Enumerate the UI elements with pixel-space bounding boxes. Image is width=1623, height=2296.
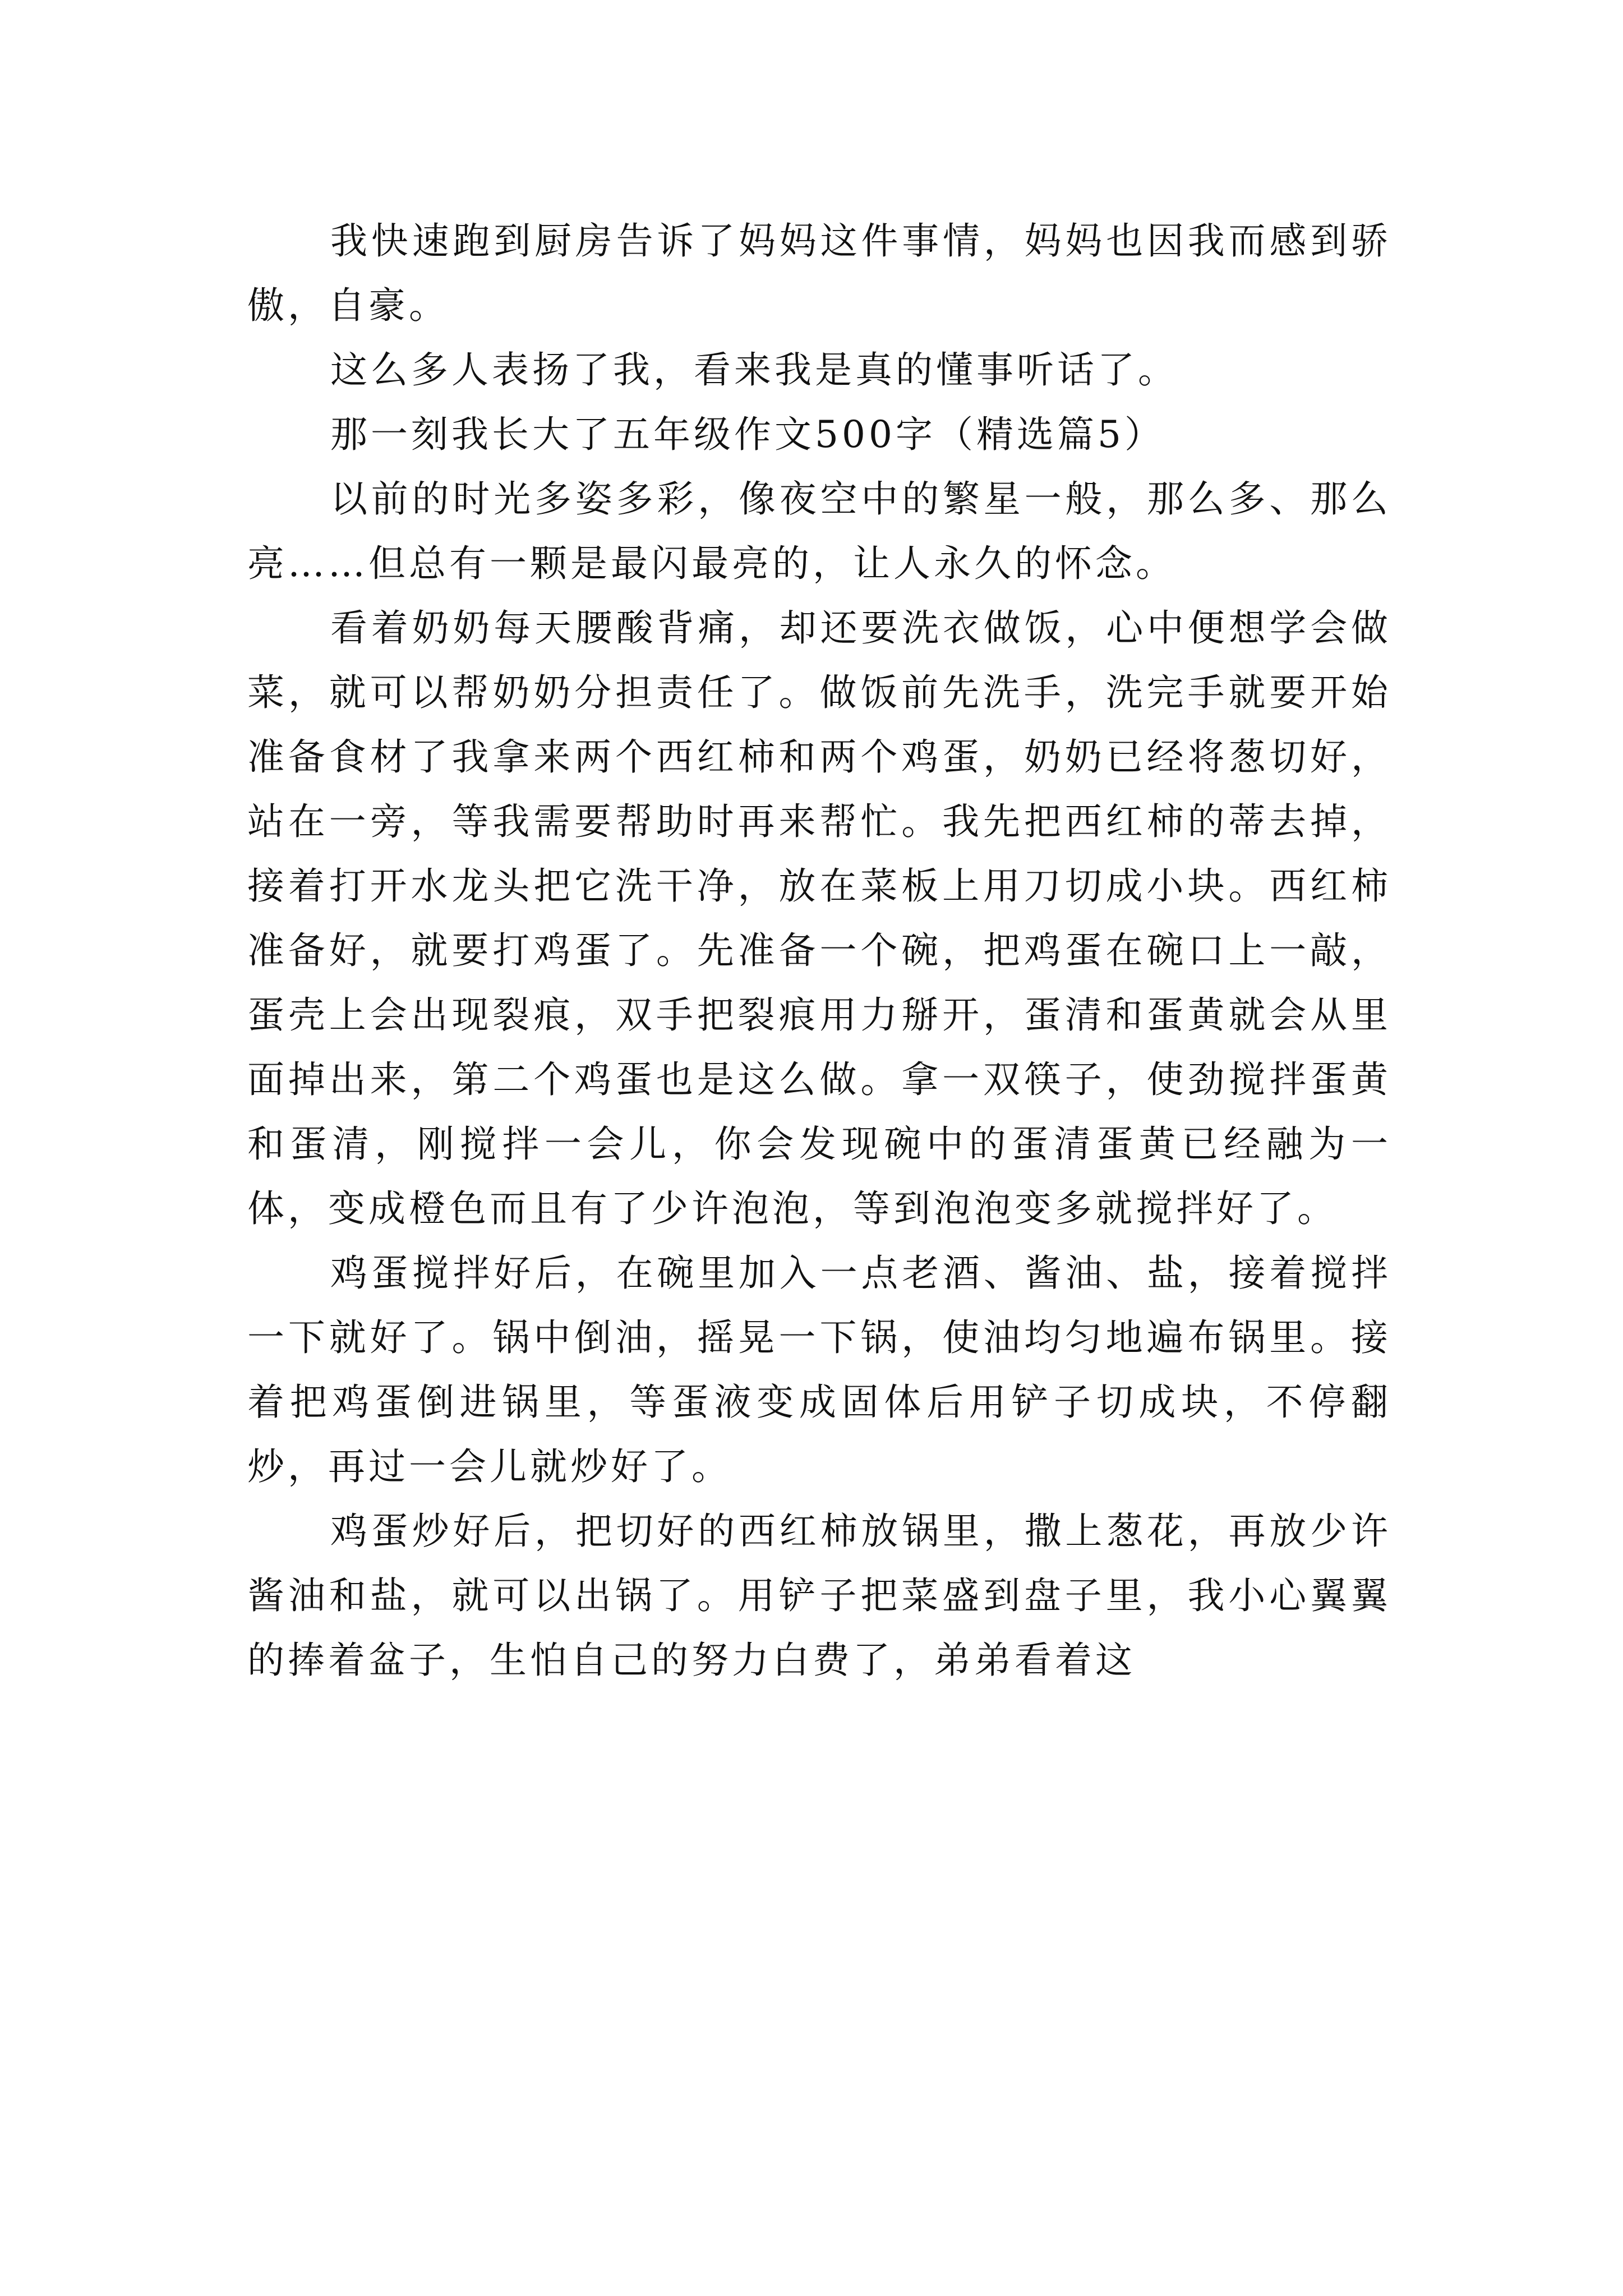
paragraph-2: 这么多人表扬了我，看来我是真的懂事听话了。 — [330, 348, 1178, 392]
essay-title: 那一刻我长大了五年级作文500字（精选篇5） — [330, 413, 1165, 456]
paragraph-4: 以前的时光多姿多彩，像夜空中的繁星一般，那么多、那么亮……但总有一颗是最闪最亮的，让人永久的怀念。 — [247, 477, 1391, 585]
paragraph-6: 鸡蛋搅拌好后，在碗里加入一点老酒、酱油、盐，接着搅拌一下就好了。锅中倒油，摇晃一下锅，使油均匀地遍布锅里。接着把鸡蛋倒进锅里，等蛋液变成固体后用铲子切成块，不停翻炒，再过一会儿就炒好了。 — [247, 1251, 1391, 1488]
paragraph-1: 我快速跑到厨房告诉了妈妈这件事情，妈妈也因我而感到骄傲，自豪。 — [247, 219, 1391, 327]
document-body — [247, 209, 1391, 1692]
paragraph-5: 看着奶奶每天腰酸背痛，却还要洗衣做饭，心中便想学会做菜，就可以帮奶奶分担责任了。做饭前先洗手，洗完手就要开始准备食材了我拿来两个西红柿和两个鸡蛋，奶奶已经将葱切好，站在一旁，等我需要帮助时再来帮忙。我先把西红柿的蒂去掉，接着打开水龙头把它洗干净，放在菜板上用刀切成小块。西红柿准备好，就要打鸡蛋了。先准备一个碗，把鸡蛋在碗口上一敲，蛋壳上会出现裂痕，双手把裂痕用力掰开，蛋清和蛋黄就会从里面掉出来，第二个鸡蛋也是这么做。拿一双筷子，使劲搅拌蛋黄和蛋清，刚搅拌一会儿，你会发现碗中的蛋清蛋黄已经融为一体，变成橙色而且有了少许泡泡，等到泡泡变多就搅拌好了。 — [247, 606, 1391, 1230]
paragraph-7: 鸡蛋炒好后，把切好的西红柿放锅里，撒上葱花，再放少许酱油和盐，就可以出锅了。用铲子把菜盛到盘子里，我小心翼翼的捧着盆子，生怕自己的努力白费了，弟弟看着这 — [247, 1510, 1391, 1682]
